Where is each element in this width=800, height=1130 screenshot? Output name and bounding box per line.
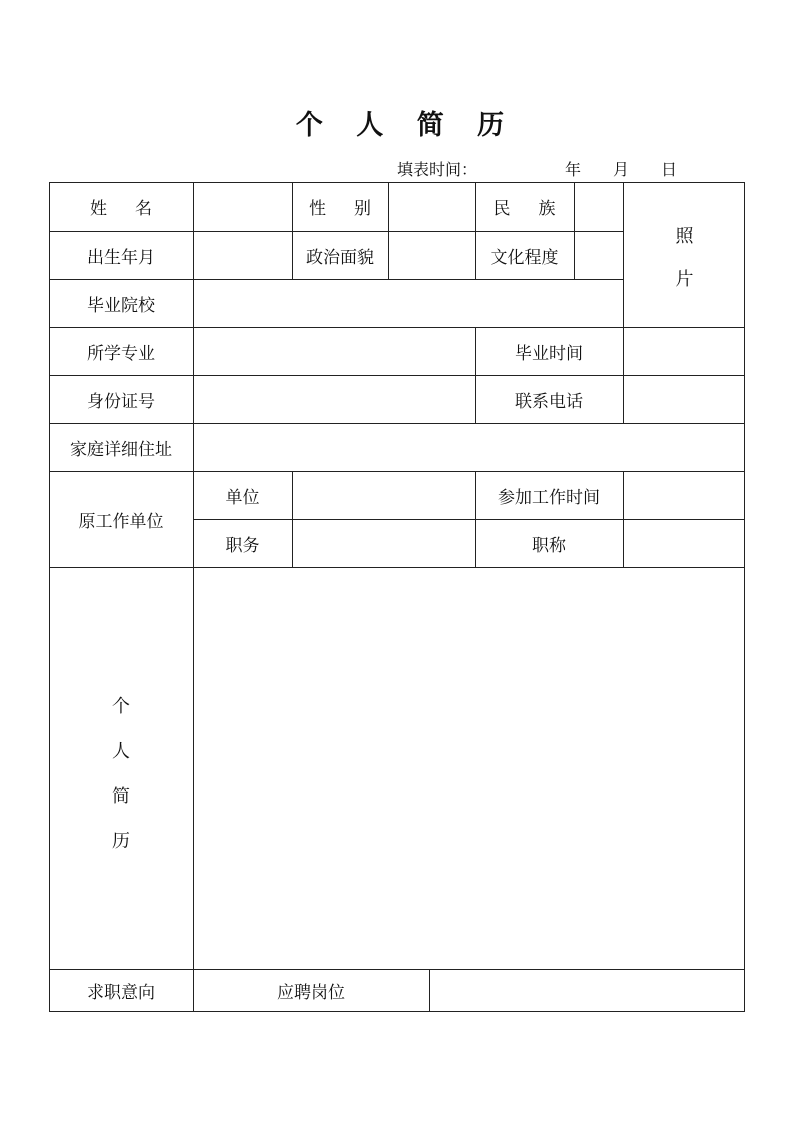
grad-time-label: 毕业时间 xyxy=(515,343,583,364)
political-field[interactable] xyxy=(389,232,475,279)
name-field[interactable] xyxy=(194,183,292,231)
photo-label-2: 片 xyxy=(675,269,694,290)
major-label: 所学专业 xyxy=(87,343,155,364)
page-title: 个 人 简 历 xyxy=(295,110,517,141)
phone-field[interactable] xyxy=(624,376,744,423)
gender-label: 性别 xyxy=(309,199,399,219)
fill-date-day: 日 xyxy=(661,160,678,179)
position-label: 职务 xyxy=(225,535,260,556)
apply-post-field[interactable] xyxy=(430,970,744,1011)
fill-date-line xyxy=(397,157,697,177)
ethnicity-field[interactable] xyxy=(575,183,623,231)
position-field[interactable] xyxy=(293,520,475,567)
fill-date-label: 填表时间： xyxy=(397,160,478,179)
resume-char-3: 简 xyxy=(112,786,130,807)
id-label: 身份证号 xyxy=(87,391,155,412)
title-label: 职称 xyxy=(532,535,566,556)
prev-employer-label: 原工作单位 xyxy=(78,511,164,532)
education-label: 文化程度 xyxy=(490,247,559,268)
address-label: 家庭详细住址 xyxy=(70,439,172,460)
id-field[interactable] xyxy=(194,376,475,423)
photo-label-1: 照 xyxy=(675,226,694,247)
fill-date-month: 月 xyxy=(613,160,630,179)
resume-char-2: 人 xyxy=(112,741,130,762)
start-work-field[interactable] xyxy=(624,472,744,519)
birth-field[interactable] xyxy=(194,232,292,279)
resume-field[interactable] xyxy=(194,568,744,969)
apply-post-label: 应聘岗位 xyxy=(277,983,345,1003)
address-field[interactable] xyxy=(194,424,744,471)
grad-time-field[interactable] xyxy=(624,328,744,375)
title-field[interactable] xyxy=(624,520,744,567)
education-field[interactable] xyxy=(575,232,623,279)
school-field[interactable] xyxy=(194,280,623,327)
unit-field[interactable] xyxy=(293,472,475,519)
gender-field[interactable] xyxy=(389,183,475,231)
name-label: 姓名 xyxy=(90,199,180,219)
photo-box[interactable] xyxy=(624,222,745,291)
intent-label: 求职意向 xyxy=(87,983,155,1003)
unit-label: 单位 xyxy=(225,487,260,508)
resume-char-4: 历 xyxy=(112,831,130,852)
start-work-label: 参加工作时间 xyxy=(498,487,600,508)
resume-form xyxy=(49,182,745,1012)
major-field[interactable] xyxy=(194,328,475,375)
school-label: 毕业院校 xyxy=(87,295,155,316)
resume-label xyxy=(49,692,193,853)
birth-label: 出生年月 xyxy=(87,247,155,268)
political-label: 政治面貌 xyxy=(306,247,374,268)
resume-char-1: 个 xyxy=(112,696,130,717)
ethnicity-label: 民族 xyxy=(493,199,584,219)
fill-date-year: 年 xyxy=(565,160,582,179)
phone-label: 联系电话 xyxy=(515,391,583,412)
